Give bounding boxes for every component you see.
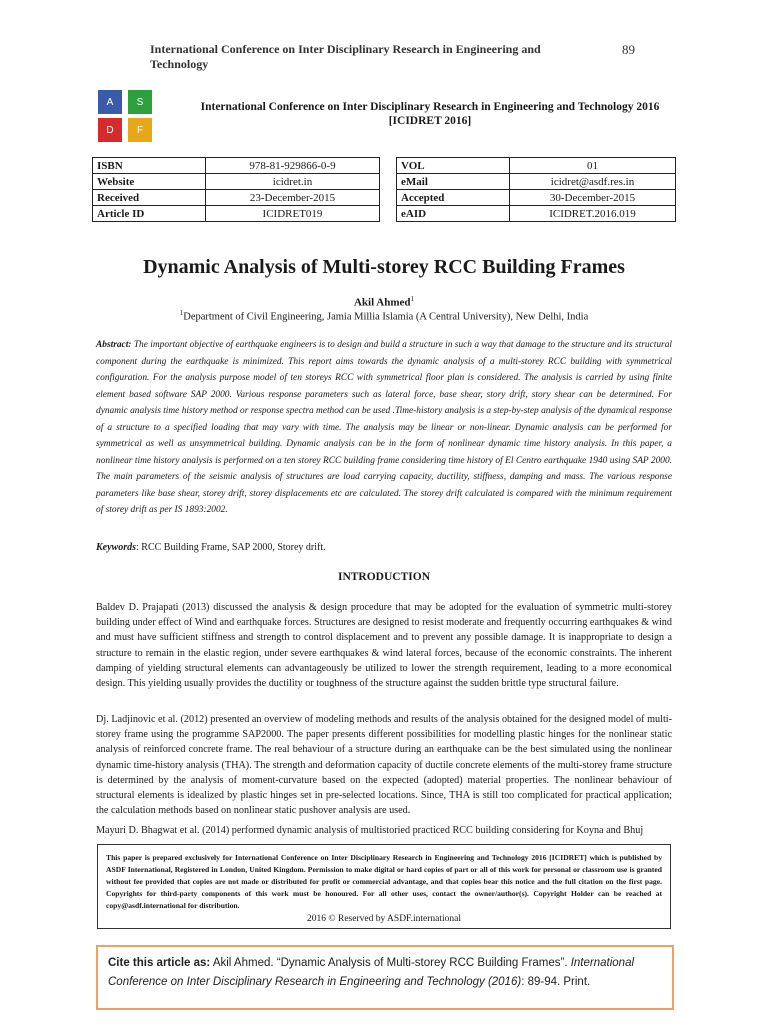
- conference-title-line2: [ICIDRET 2016]: [388, 115, 472, 127]
- running-header: International Conference on Inter Disciplinary Research in Engineering and Technology: [150, 42, 541, 71]
- meta-value: 30-December-2015: [510, 190, 676, 206]
- logo-letter-s: S: [128, 90, 152, 114]
- paragraph-3: Mayuri D. Bhagwat et al. (2014) performed dynamic analysis of multistoried practiced RCC building considering for Koyna and Bhuj: [96, 825, 644, 836]
- meta-value: 978-81-929866-0-9: [206, 158, 380, 174]
- meta-value: icidret.in: [206, 174, 380, 190]
- meta-key: eMail: [397, 174, 510, 190]
- citation-box: [96, 945, 674, 1010]
- citation-label: Cite this article as:: [108, 957, 211, 969]
- keywords-text: : RCC Building Frame, SAP 2000, Storey drift.: [136, 542, 326, 553]
- abstract: [96, 337, 672, 519]
- meta-row: [93, 174, 380, 190]
- meta-key: Website: [93, 174, 206, 190]
- meta-row: [93, 190, 380, 206]
- meta-row: [397, 158, 676, 174]
- meta-key: Received: [93, 190, 206, 206]
- affiliation: [0, 309, 768, 323]
- citation-journal: International Conference on Inter Disciplinary Research in Engineering and Technology (2016): [108, 957, 635, 988]
- paragraph-1: Baldev D. Prajapati (2013) discussed the analysis & design procedure that may be adopted for the evaluation of symmetric multi-storey building under effect of Wind and earthquake forces. Structures are designed to resist moderate and frequently occurring earthquakes & wind and must have sufficient stiffness and strength to control displacement and to prevent any possible damage. It is inappropriate to design a structure to remain in the elastic region, under severe earthquakes & wind lateral forces, because of the economic constraints. The inherent damping of yielding structural elements can advantageously be utilized to lower the strength requirement, leading to a more economical design. This yielding usually provides the ductility or toughness of the structure against the sudden brittle type structural failure.: [96, 602, 672, 690]
- author-superscript: 1: [410, 295, 415, 303]
- meta-value: 01: [510, 158, 676, 174]
- meta-value: 23-December-2015: [206, 190, 380, 206]
- paper-title: Dynamic Analysis of Multi-storey RCC Building Frames: [143, 256, 625, 278]
- meta-key: Article ID: [93, 206, 206, 222]
- meta-row: [93, 158, 380, 174]
- meta-row: [93, 206, 380, 222]
- author-line: [0, 295, 768, 309]
- conference-title-line1: International Conference on Inter Disciplinary Research in Engineering and Technology 2016: [200, 101, 660, 113]
- abstract-text: The important objective of earthquake engineers is to design and build a structure in such a way that damage to the structure and its structural component during the earthquake is minimized. This report aims towards the dynamic analysis of a multi-storey RCC building with symmetrical configuration. For the analysis purpose model of ten storeys RCC with symmetrical floor plan is considered. The analysis is carried by using finite element based software SAP 2000. Various response parameters such as lateral force, base shear, story drift, story shear can be determined. For dynamic analysis time history method or response spectra method can be used .Time-history analysis is a step-by-step analysis of the dynamical response of a structure to a specified loading that may vary with time. The analysis may be linear or non-linear. Dynamic analysis can be performed for symmetrical as well as unsymmetrical building. Dynamic analysis can be in the form of nonlinear dynamic time history analysis. In this paper, a nonlinear time history analysis is performed on a ten storey RCC building frame considering time history of El Centro earthquake 1940 using SAP 2000. The main parameters of the seismic analysis of structures are load carrying capacity, ductility, stiffness, damping and mass. The various response parameters like base shear, storey drift, storey displacements etc are calculated. The storey drift calculated is compared with the minimum requirement of storey drift as per IS 1893:2002.: [96, 340, 672, 515]
- keywords-label: Keywords: [96, 542, 136, 553]
- author-name: Akil Ahmed: [353, 296, 411, 309]
- notice-text: This paper is prepared exclusively for International Conference on Inter Disciplinary Research in Engineering and Technology 2016 [ICIDRET] which is published by ASDF International, Registered in London, United Kingdom. Permission to make digital or hard copies of part or all of this work for personal or classroom use is granted without fee provided that copies are not made or distributed for profit or commercial advantage, and that copies bear this notice and the full citation on the first page. Copyrights for third-party components of this work must be honoured. For all other uses, contact the owner/author(s). Copyright Holder can be reached at copy@asdf.international for distribution.: [106, 853, 662, 910]
- citation-pages: : 89-94. Print.: [521, 976, 591, 988]
- meta-value: ICIDRET019: [206, 206, 380, 222]
- paragraph-2: Dj. Ladjinovic et al. (2012) presented an overview of modeling methods and results of the analysis obtained for the designed model of multi-storey frame using the programme SAP2000. The paper presents different possibilities for modelling plastic hinges for the nonlinear static analysis of reinforced concrete frame. The real behaviour of a structure during an earthquake can be the best simulated using the nonlinear dynamic time-history analysis (THA). The strength and deformation capacity of ductile concrete elements of the multi-storey frame structure is determined by the analysis of moment-curvature based on the expected (adopted) material properties. The nonlinear behaviour of structural elements is idealized by plastic hinges set in pre-selected locations. Since, THA is still too complicated for practical application; the calculation methods based on nonlinear static pushover analysis are used.: [96, 714, 672, 817]
- meta-row: [397, 174, 676, 190]
- conference-title: [170, 100, 690, 128]
- affiliation-superscript: 1: [179, 309, 184, 317]
- abstract-label: Abstract:: [96, 340, 132, 350]
- meta-value: ICIDRET.2016.019: [510, 206, 676, 222]
- copyright-line: 2016 © Reserved by ASDF.international: [307, 914, 461, 924]
- meta-key: eAID: [397, 206, 510, 222]
- keywords: [96, 542, 672, 553]
- meta-table-left: [92, 157, 380, 222]
- asdf-logo: [98, 90, 152, 142]
- meta-key: VOL: [397, 158, 510, 174]
- meta-table-right: [396, 157, 676, 222]
- page-number: 89: [622, 42, 635, 57]
- logo-letter-d: D: [98, 118, 122, 142]
- meta-value: icidret@asdf.res.in: [510, 174, 676, 190]
- citation-authors-title: Akil Ahmed. “Dynamic Analysis of Multi-storey RCC Building Frames”.: [212, 957, 568, 969]
- copyright-notice-box: [97, 844, 671, 929]
- meta-row: [397, 206, 676, 222]
- meta-key: ISBN: [93, 158, 206, 174]
- logo-letter-a: A: [98, 90, 122, 114]
- affiliation-text: Department of Civil Engineering, Jamia Millia Islamia (A Central University), New Delhi, India: [183, 311, 589, 323]
- logo-letter-f: F: [128, 118, 152, 142]
- meta-row: [397, 190, 676, 206]
- section-heading-introduction: INTRODUCTION: [337, 571, 430, 583]
- meta-key: Accepted: [397, 190, 510, 206]
